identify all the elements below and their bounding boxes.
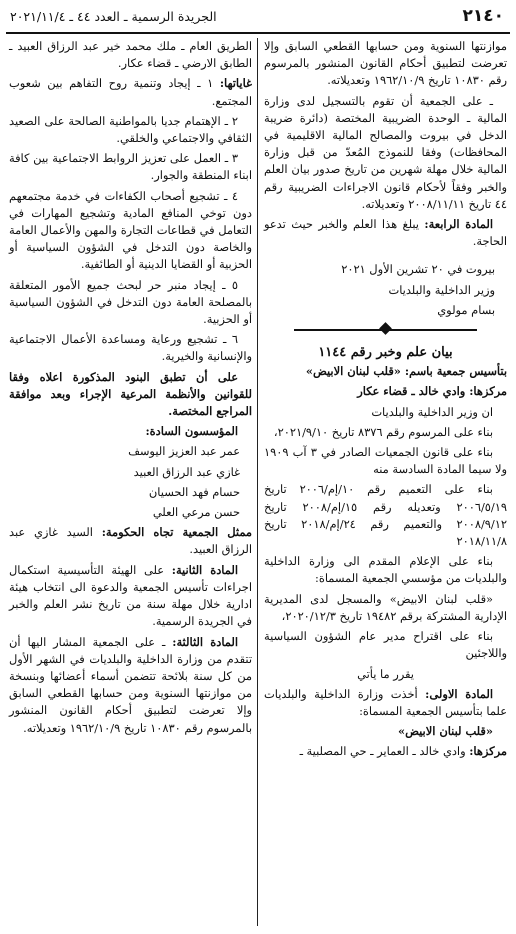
article-three — [9, 634, 252, 737]
founder-name: حسام فهد الحسيان — [148, 484, 240, 499]
headquarters-label: مركزها: — [469, 744, 507, 759]
goal-item: ٣ ـ العمل على تعزيز الروابط الاجتماعية بين كافة ابناء المنطقة والجوار. — [9, 151, 252, 183]
paragraph: بناء على اقتراح مدير عام الشؤون السياسية واللاجئين — [264, 629, 507, 661]
left-column — [9, 38, 252, 740]
article-text: على الهيئة التأسيسية استكمال اجراءات تأسيس الجمعية والدعوة الى انتخاب هيئة ادارية خلال مهلة سنة من تاريخ نشر العلم والخبر في الجريدة الرسمية. — [9, 562, 252, 629]
headquarters — [264, 743, 507, 760]
goal-item: ١ ـ إيجاد وتنمية روح التفاهم بين شعوب المجتمع. — [9, 76, 252, 108]
signature-date: بيروت في ٢٠ تشرين الأول ٢٠٢١ — [341, 262, 495, 277]
signature-name: بسام مولوي — [437, 302, 495, 317]
article-label: المادة الاولى: — [425, 686, 494, 701]
association-name: «قلب لبنان الابيض» — [398, 724, 493, 739]
goal-item: ٥ ـ إيجاد منبر حر لبحث جميع الأمور المتعلقة بالمصلحة العامة دون التدخل في الشؤون السياسية أو الحزبية. — [9, 277, 252, 327]
paragraph: ـ على الجمعية أن تقوم بالتسجيل لدى وزارة المالية ـ الوحدة الضريبية المختصة (دائرة ضريبة الدخل في بيروت والمصالح المالية الاقليمية في المحافظات) وفقا للنموذج المُعدّ من قبل وزارة المالية خلال مهلة شهرين من تاريخ صدور بيان العلم والخبر وفقاً لأحكام قانون الاجراءات الضريبية رقم ٤٤ تاريخ ٢٠٠٨/١١/١١ وتعديلاته. — [264, 93, 507, 211]
article-two — [9, 562, 252, 631]
representative-name: السيد غازي عبد الرزاق العبيد. — [9, 525, 252, 557]
goals-label: غاياتها: — [219, 76, 252, 91]
header-divider — [6, 32, 510, 34]
founders-heading: المؤسسون السادة: — [145, 424, 238, 439]
article-text: أخذت وزارة الداخلية والبلديات علما بتأسيس الجمعية المسماة: — [264, 686, 507, 718]
decides-heading: يقرر ما يأتي — [357, 666, 414, 681]
article-text: يبلغ هذا العلم والخبر حيث تدعو الحاجة. — [264, 217, 507, 249]
article-one — [264, 686, 507, 720]
article-four — [264, 216, 507, 250]
paragraph: بناء على التعميم رقم ١٠/إم/٢٠٠٦ تاريخ ٢٠٠٦/٥/١٩ وتعديله رقم ١٥/إم/٢٠٠٨ تاريخ ٢٠٠٨/٩/١٢ والتعميم رقم ٢٤/إم/٢٠١٨ تاريخ ٢٠١٨/١١/٨ — [264, 482, 508, 549]
article-label: المادة الثالثة: — [172, 634, 239, 649]
goal-item: ٦ ـ تشجيع ورعاية ومساعدة الأعمال الاجتماعية والإنسانية والخيرية. — [9, 332, 252, 364]
representative-label: ممثل الجمعية تجاه الحكومة: — [101, 525, 253, 540]
right-column — [264, 38, 507, 764]
page-header — [8, 6, 508, 32]
founder-name: حسن مرعي العلي — [152, 505, 240, 520]
headquarters-text: وادي خالد ـ العماير ـ حي المصلبية ـ — [299, 744, 466, 759]
paragraph: ان وزير الداخلية والبلديات — [371, 404, 493, 419]
founder-name: عمر عبد العزيز اليوسف — [128, 444, 240, 459]
article-label: المادة الرابعة: — [424, 217, 493, 232]
paragraph: بناء على المرسوم رقم ٨٣٧٦ تاريخ ٢٠٢١/٩/١٠، — [273, 424, 493, 439]
paragraph: موازنتها السنوية ومن حسابها القطعي السابق وإلا تعرضت لتطبيق أحكام القانون المنشور بالمرسوم رقم ١٠٨٣٠ تاريخ ١٩٦٢/١٠/٩ وتعديلاته. — [264, 39, 507, 88]
goals-heading — [9, 75, 252, 109]
column-divider — [257, 38, 258, 926]
goal-item: ٢ ـ الإهتمام جديا بالمواطنية الصالحة على الصعيد الثقافي والاجتماعي والخلقي. — [9, 113, 252, 146]
founder-name: غازي عبد الرزاق العبيد — [133, 464, 240, 479]
notice-subtitle: مركزها: وادي خالد ـ قضاء عكار — [357, 384, 507, 399]
paragraph: الطريق العام ـ ملك محمد خير عبد الرزاق العبيد ـ الطابق الارضي ـ قضاء عكار. — [9, 39, 252, 71]
goal-item: ٤ ـ تشجيع أصحاب الكفاءات في خدمة مجتمعهم دون توخي المنافع المادية وتشجيع المهارات في التعامل في قطاعات التجارة والمهن والأعمال العامة والخاصة دون التدخل في الشؤون السياسية أو الحزبية أو القضايا الدينية أو الطائفية. — [9, 188, 252, 272]
section-separator — [264, 324, 507, 336]
gazette-title: الجريدة الرسمية ـ العدد ٤٤ ـ ٢٠٢١/١١/٤ — [10, 9, 217, 24]
paragraph: «قلب لبنان الابيض» والمسجل لدى المديرية الإدارية المشتركة برقم ١٩٤٨٢ تاريخ ٢٠٢٠/١٢/٣، — [264, 591, 507, 623]
compliance-clause: على أن تطبق البنود المذكورة اعلاه وفقا للقوانين والأنظمة المرعية الإجراء وبعد موافقة المراجع المختصة. — [9, 369, 252, 419]
notice-title: بيان علم وخبر رقم ١١٤٤ — [318, 345, 453, 361]
article-text: ـ على الجمعية المشار اليها أن تتقدم من وزارة الداخلية والبلديات في الشهر الأول من كل سنة بلائحة تتضمن أسماء أعضائها وبنسخة من موازنتها السنوية ومن حسابها القطعي السابق وإلا تعرضت لتطبيق أحكام القانون المنشور بالمرسوم رقم ١٠٨٣٠ تاريخ ١٩٦٢/١٠/٩ وتعديلاته. — [9, 634, 252, 735]
paragraph: بناء على قانون الجمعيات الصادر في ٣ آب ١٩٠٩ ولا سيما المادة السادسة منه — [264, 445, 507, 477]
page-number: ٢١٤٠ — [462, 6, 504, 26]
signature-title: وزير الداخلية والبلديات — [388, 282, 495, 297]
notice-subtitle: بتأسيس جمعية باسم: «قلب لبنان الابيض» — [305, 364, 507, 379]
paragraph: بناء على الإعلام المقدم الى وزارة الداخلية والبلديات من مؤسسي الجمعية المسماة: — [264, 554, 507, 586]
government-representative — [9, 524, 252, 558]
article-label: المادة الثانية: — [171, 562, 238, 577]
